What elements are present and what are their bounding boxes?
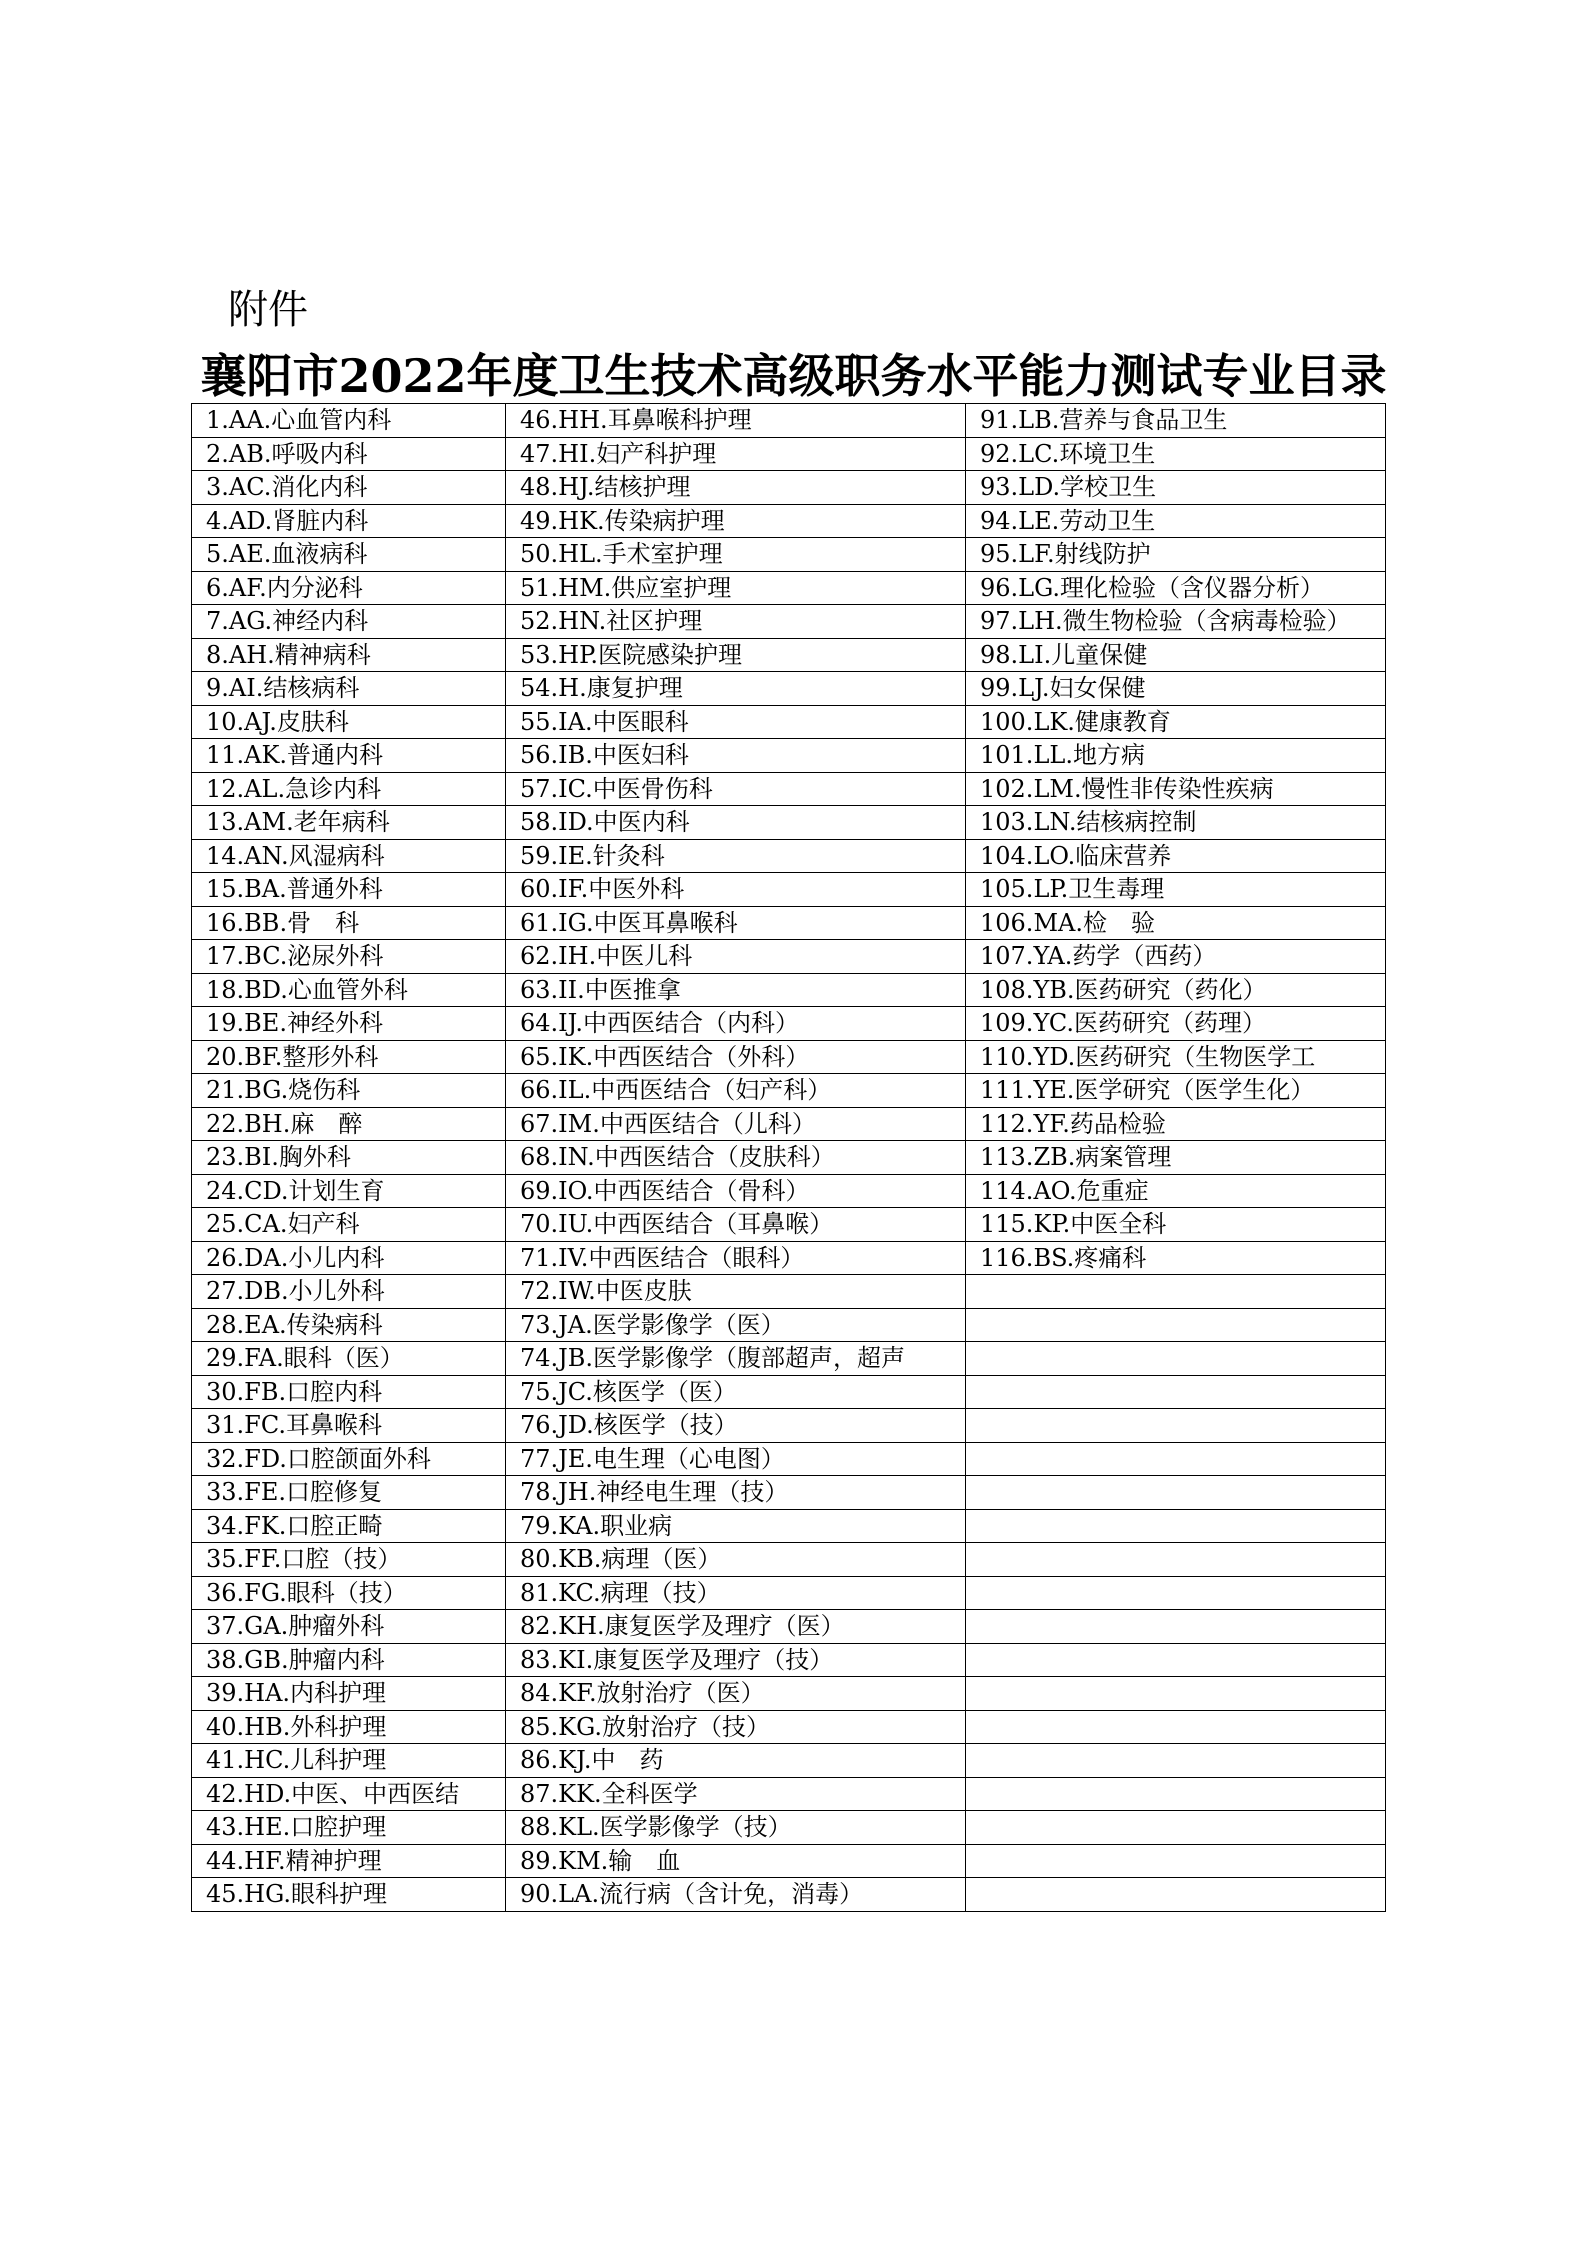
table-cell: 91.LB.营养与食品卫生 <box>966 404 1386 438</box>
table-row <box>192 1744 1386 1778</box>
table-cell: 100.LK.健康教育 <box>966 705 1386 739</box>
table-cell: 52.HN.社区护理 <box>506 605 966 639</box>
table-row <box>192 1409 1386 1443</box>
table-cell: 76.JD.核医学（技） <box>506 1409 966 1443</box>
table-cell: 36.FG.眼科（技） <box>192 1576 506 1610</box>
table-cell: 16.BB.骨 科 <box>192 906 506 940</box>
table-cell <box>966 1610 1386 1644</box>
table-row <box>192 1878 1386 1912</box>
table-cell: 56.IB.中医妇科 <box>506 739 966 773</box>
table-row <box>192 940 1386 974</box>
table-cell: 96.LG.理化检验（含仪器分析） <box>966 571 1386 605</box>
table-row <box>192 471 1386 505</box>
table-cell: 113.ZB.病案管理 <box>966 1141 1386 1175</box>
table-cell: 102.LM.慢性非传染性疾病 <box>966 772 1386 806</box>
table-cell: 111.YE.医学研究（医学生化） <box>966 1074 1386 1108</box>
table-cell: 92.LC.环境卫生 <box>966 437 1386 471</box>
document-title: 襄阳市2022年度卫生技术高级职务水平能力测试专业目录 <box>200 349 1387 403</box>
table-cell: 95.LF.射线防护 <box>966 538 1386 572</box>
table-cell <box>966 1643 1386 1677</box>
table-cell: 68.IN.中西医结合（皮肤科） <box>506 1141 966 1175</box>
table-cell: 39.HA.内科护理 <box>192 1677 506 1711</box>
table-cell: 115.KP.中医全科 <box>966 1208 1386 1242</box>
table-cell: 27.DB.小儿外科 <box>192 1275 506 1309</box>
table-cell: 63.II.中医推拿 <box>506 973 966 1007</box>
table-cell: 23.BI.胸外科 <box>192 1141 506 1175</box>
table-cell: 81.KC.病理（技） <box>506 1576 966 1610</box>
table-cell: 104.LO.临床营养 <box>966 839 1386 873</box>
table-row <box>192 638 1386 672</box>
specialty-table-body <box>192 404 1386 1912</box>
table-row <box>192 1107 1386 1141</box>
table-cell: 89.KM.输 血 <box>506 1844 966 1878</box>
table-row <box>192 839 1386 873</box>
table-row <box>192 1811 1386 1845</box>
table-cell: 8.AH.精神病科 <box>192 638 506 672</box>
table-row <box>192 1007 1386 1041</box>
table-cell: 112.YF.药品检验 <box>966 1107 1386 1141</box>
table-cell: 83.KI.康复医学及理疗（技） <box>506 1643 966 1677</box>
table-cell: 109.YC.医药研究（药理） <box>966 1007 1386 1041</box>
table-cell: 3.AC.消化内科 <box>192 471 506 505</box>
table-cell: 67.IM.中西医结合（儿科） <box>506 1107 966 1141</box>
table-cell: 5.AE.血液病科 <box>192 538 506 572</box>
table-cell: 22.BH.麻 醉 <box>192 1107 506 1141</box>
table-cell: 73.JA.医学影像学（医） <box>506 1308 966 1342</box>
table-cell: 61.IG.中医耳鼻喉科 <box>506 906 966 940</box>
table-cell: 101.LL.地方病 <box>966 739 1386 773</box>
table-cell: 88.KL.医学影像学（技） <box>506 1811 966 1845</box>
table-cell: 90.LA.流行病（含计免，消毒） <box>506 1878 966 1912</box>
table-cell: 58.ID.中医内科 <box>506 806 966 840</box>
table-cell: 116.BS.疼痛科 <box>966 1241 1386 1275</box>
table-cell: 74.JB.医学影像学（腹部超声，超声 <box>506 1342 966 1376</box>
table-cell: 110.YD.医药研究（生物医学工 <box>966 1040 1386 1074</box>
table-row <box>192 1208 1386 1242</box>
table-cell: 26.DA.小儿内科 <box>192 1241 506 1275</box>
table-row <box>192 437 1386 471</box>
table-cell: 32.FD.口腔颌面外科 <box>192 1442 506 1476</box>
table-cell: 80.KB.病理（医） <box>506 1543 966 1577</box>
table-cell: 15.BA.普通外科 <box>192 873 506 907</box>
table-row <box>192 1610 1386 1644</box>
table-cell <box>966 1476 1386 1510</box>
table-cell <box>966 1342 1386 1376</box>
table-cell: 82.KH.康复医学及理疗（医） <box>506 1610 966 1644</box>
table-cell: 72.IW.中医皮肤 <box>506 1275 966 1309</box>
table-cell: 77.JE.电生理（心电图） <box>506 1442 966 1476</box>
table-cell: 86.KJ.中 药 <box>506 1744 966 1778</box>
table-cell <box>966 1375 1386 1409</box>
table-row <box>192 1476 1386 1510</box>
table-cell: 41.HC.儿科护理 <box>192 1744 506 1778</box>
table-cell: 114.AO.危重症 <box>966 1174 1386 1208</box>
table-row <box>192 1074 1386 1108</box>
table-row <box>192 538 1386 572</box>
table-cell: 11.AK.普通内科 <box>192 739 506 773</box>
table-cell <box>966 1576 1386 1610</box>
table-row <box>192 605 1386 639</box>
table-row <box>192 1643 1386 1677</box>
table-cell: 25.CA.妇产科 <box>192 1208 506 1242</box>
table-row <box>192 1509 1386 1543</box>
table-cell: 94.LE.劳动卫生 <box>966 504 1386 538</box>
table-cell <box>966 1878 1386 1912</box>
table-cell: 21.BG.烧伤科 <box>192 1074 506 1108</box>
table-cell: 59.IE.针灸科 <box>506 839 966 873</box>
table-cell: 97.LH.微生物检验（含病毒检验） <box>966 605 1386 639</box>
table-cell: 98.LI.儿童保健 <box>966 638 1386 672</box>
table-cell: 75.JC.核医学（医） <box>506 1375 966 1409</box>
table-cell <box>966 1308 1386 1342</box>
table-cell: 24.CD.计划生育 <box>192 1174 506 1208</box>
table-cell: 53.HP.医院感染护理 <box>506 638 966 672</box>
table-cell: 105.LP.卫生毒理 <box>966 873 1386 907</box>
table-cell: 79.KA.职业病 <box>506 1509 966 1543</box>
table-cell: 78.JH.神经电生理（技） <box>506 1476 966 1510</box>
table-cell: 20.BF.整形外科 <box>192 1040 506 1074</box>
table-row <box>192 973 1386 1007</box>
table-cell: 51.HM.供应室护理 <box>506 571 966 605</box>
table-cell: 99.LJ.妇女保健 <box>966 672 1386 706</box>
table-row <box>192 873 1386 907</box>
table-row <box>192 806 1386 840</box>
table-cell <box>966 1710 1386 1744</box>
table-cell: 38.GB.肿瘤内科 <box>192 1643 506 1677</box>
table-cell: 85.KG.放射治疗（技） <box>506 1710 966 1744</box>
table-cell: 4.AD.肾脏内科 <box>192 504 506 538</box>
table-cell <box>966 1811 1386 1845</box>
specialty-table <box>191 403 1386 1912</box>
table-cell: 106.MA.检 验 <box>966 906 1386 940</box>
table-cell: 18.BD.心血管外科 <box>192 973 506 1007</box>
table-row <box>192 1543 1386 1577</box>
table-cell: 10.AJ.皮肤科 <box>192 705 506 739</box>
table-cell: 64.IJ.中西医结合（内科） <box>506 1007 966 1041</box>
table-cell: 14.AN.风湿病科 <box>192 839 506 873</box>
table-cell: 40.HB.外科护理 <box>192 1710 506 1744</box>
table-cell: 28.EA.传染病科 <box>192 1308 506 1342</box>
table-cell <box>966 1744 1386 1778</box>
table-row <box>192 705 1386 739</box>
table-cell: 107.YA.药学（西药） <box>966 940 1386 974</box>
table-row <box>192 1040 1386 1074</box>
table-cell: 44.HF.精神护理 <box>192 1844 506 1878</box>
table-cell: 45.HG.眼科护理 <box>192 1878 506 1912</box>
table-row <box>192 1275 1386 1309</box>
table-cell: 46.HH.耳鼻喉科护理 <box>506 404 966 438</box>
table-cell: 30.FB.口腔内科 <box>192 1375 506 1409</box>
table-row <box>192 1677 1386 1711</box>
table-cell: 6.AF.内分泌科 <box>192 571 506 605</box>
table-cell <box>966 1543 1386 1577</box>
table-cell: 93.LD.学校卫生 <box>966 471 1386 505</box>
table-row <box>192 906 1386 940</box>
table-cell: 65.IK.中西医结合（外科） <box>506 1040 966 1074</box>
table-row <box>192 1308 1386 1342</box>
table-cell: 70.IU.中西医结合（耳鼻喉） <box>506 1208 966 1242</box>
table-cell <box>966 1844 1386 1878</box>
table-row <box>192 1442 1386 1476</box>
table-cell: 19.BE.神经外科 <box>192 1007 506 1041</box>
table-cell: 1.AA.心血管内科 <box>192 404 506 438</box>
table-cell: 9.AI.结核病科 <box>192 672 506 706</box>
table-cell: 43.HE.口腔护理 <box>192 1811 506 1845</box>
table-row <box>192 1141 1386 1175</box>
table-cell: 62.IH.中医儿科 <box>506 940 966 974</box>
table-cell: 17.BC.泌尿外科 <box>192 940 506 974</box>
table-cell: 2.AB.呼吸内科 <box>192 437 506 471</box>
attachment-label: 附件 <box>228 287 308 333</box>
table-cell: 37.GA.肿瘤外科 <box>192 1610 506 1644</box>
table-cell <box>966 1409 1386 1443</box>
table-row <box>192 1342 1386 1376</box>
table-cell: 71.IV.中西医结合（眼科） <box>506 1241 966 1275</box>
table-row <box>192 672 1386 706</box>
table-cell: 55.IA.中医眼科 <box>506 705 966 739</box>
table-cell: 87.KK.全科医学 <box>506 1777 966 1811</box>
table-row <box>192 571 1386 605</box>
table-cell <box>966 1509 1386 1543</box>
table-cell: 50.HL.手术室护理 <box>506 538 966 572</box>
table-row <box>192 1844 1386 1878</box>
table-cell: 35.FF.口腔（技） <box>192 1543 506 1577</box>
table-cell <box>966 1275 1386 1309</box>
table-cell <box>966 1777 1386 1811</box>
table-cell: 42.HD.中医、中西医结 <box>192 1777 506 1811</box>
table-row <box>192 1710 1386 1744</box>
table-cell: 34.FK.口腔正畸 <box>192 1509 506 1543</box>
table-cell: 12.AL.急诊内科 <box>192 772 506 806</box>
table-cell: 60.IF.中医外科 <box>506 873 966 907</box>
table-row <box>192 772 1386 806</box>
table-row <box>192 1777 1386 1811</box>
table-row <box>192 504 1386 538</box>
table-cell: 49.HK.传染病护理 <box>506 504 966 538</box>
table-cell: 54.H.康复护理 <box>506 672 966 706</box>
table-cell <box>966 1677 1386 1711</box>
table-row <box>192 1375 1386 1409</box>
table-cell: 13.AM.老年病科 <box>192 806 506 840</box>
table-cell: 69.IO.中西医结合（骨科） <box>506 1174 966 1208</box>
table-cell: 48.HJ.结核护理 <box>506 471 966 505</box>
table-cell: 57.IC.中医骨伤科 <box>506 772 966 806</box>
table-row <box>192 1576 1386 1610</box>
table-cell: 33.FE.口腔修复 <box>192 1476 506 1510</box>
table-cell: 29.FA.眼科（医） <box>192 1342 506 1376</box>
table-row <box>192 1174 1386 1208</box>
table-row <box>192 404 1386 438</box>
table-cell: 31.FC.耳鼻喉科 <box>192 1409 506 1443</box>
table-cell: 7.AG.神经内科 <box>192 605 506 639</box>
table-row <box>192 1241 1386 1275</box>
table-cell: 66.IL.中西医结合（妇产科） <box>506 1074 966 1108</box>
table-cell: 47.HI.妇产科护理 <box>506 437 966 471</box>
table-cell: 84.KF.放射治疗（医） <box>506 1677 966 1711</box>
table-cell <box>966 1442 1386 1476</box>
table-cell: 103.LN.结核病控制 <box>966 806 1386 840</box>
table-row <box>192 739 1386 773</box>
table-cell: 108.YB.医药研究（药化） <box>966 973 1386 1007</box>
